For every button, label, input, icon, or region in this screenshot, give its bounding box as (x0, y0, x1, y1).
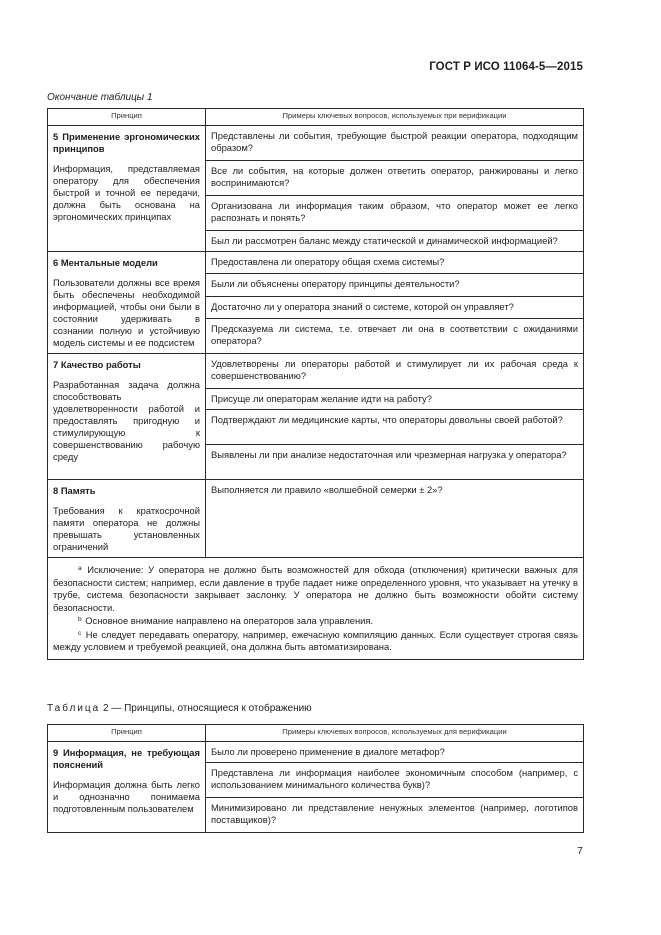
question-cell: Подтверждают ли медицинские карты, что операторы довольны своей работой? (206, 410, 584, 445)
principle-description: Разработанная задача должна способствовать удовлетворенности работой и предоставлять пригодную и стимулирующую к совершенствованию рабочую среду (53, 379, 200, 462)
question-cell: Выявлены ли при анализе недостаточная или чрезмерная нагрузка у оператора? (206, 445, 584, 480)
principle-title: 7 Качество работы (53, 359, 141, 370)
principle-title: 8 Память (53, 485, 96, 496)
footnote-text: Основное внимание направлено на операторов зала управления. (85, 615, 374, 626)
table-header-row (48, 725, 584, 742)
principle-description: Информация, представляемая оператору для обеспечения быстрой и точной ее передачи, должна быть основана на эргономических принципах (53, 163, 200, 222)
principle-title: 5 Применение эргономических принципов (53, 131, 200, 154)
question-cell: Представлены ли события, требующие быстрой реакции оператора, подходящим образом? (206, 126, 584, 161)
principle-cell (48, 354, 206, 480)
principle-cell (48, 252, 206, 354)
principle-title: 6 Ментальные модели (53, 257, 158, 268)
question-cell: Присуще ли операторам желание идти на работу? (206, 389, 584, 410)
footnote-text: Исключение: У оператора не должно быть возможностей для обхода (отключения) критически важных для безопасности систем; например, если давление в трубе падает ниже определенного уровня, что указывает на утечку в трубе, система безопасности закрывает заслонку. У оператора не должно быть возможности обойти систему безопасности. (53, 564, 578, 613)
principle-description: Требования к краткосрочной памяти оператора не должны превышать установленных ограничений (53, 505, 200, 552)
principles-table-2 (47, 724, 584, 833)
question-cell: Предсказуема ли система, т.е. отвечает ли она в соответствии с ожиданиями оператора? (206, 319, 584, 354)
principle-description: Информация должна быть легко и однозначно понимаема подготовленным пользователем (53, 779, 200, 814)
table2-caption-number: 2 (103, 703, 109, 714)
table2-caption-title: — Принципы, относящиеся к отображению (111, 703, 312, 714)
principles-table-1 (47, 108, 584, 660)
footnote (53, 614, 578, 628)
question-cell: Были ли объяснены оператору принципы деятельности? (206, 274, 584, 296)
footnote-mark: a (78, 565, 82, 572)
question-cell: Достаточно ли у оператора знаний о системе, которой он управляет? (206, 296, 584, 318)
column-header-principle: Принцип (48, 109, 206, 126)
document-standard-header: ГОСТ Р ИСО 11064-5—2015 (429, 61, 583, 73)
table-row (48, 354, 584, 389)
table-row (48, 480, 584, 558)
question-cell: Представлена ли информация наиболее экономичным способом (например, с использованием минимального количества букв)? (206, 763, 584, 798)
question-cell: Выполняется ли правило «волшебной семерки ± 2»? (206, 480, 584, 558)
column-header-questions: Примеры ключевых вопросов, используемых для верификации (206, 725, 584, 742)
principle-title: 9 Информация, не требующая пояснений (53, 747, 200, 770)
table-row (48, 742, 584, 763)
table-row (48, 252, 584, 274)
question-cell: Было ли проверено применение в диалоге метафор? (206, 742, 584, 763)
question-cell: Организована ли информация таким образом, что оператор может ее легко распознать и понять? (206, 196, 584, 231)
footnote-text: Не следует передавать оператору, например, ежечасную компиляцию данных. Если существует строгая связь между условием и требуемой реакцией, она должна быть автоматизирована. (53, 628, 578, 652)
table-row (48, 126, 584, 161)
table2-caption (47, 703, 312, 714)
footnote (53, 628, 578, 654)
footnote-mark: b (78, 616, 82, 623)
principle-cell (48, 126, 206, 252)
column-header-principle: Принцип (48, 725, 206, 742)
table-header-row (48, 109, 584, 126)
question-cell: Удовлетворены ли операторы работой и стимулирует ли их рабочая среда к совершенствованию? (206, 354, 584, 389)
footnote (53, 563, 578, 614)
footnote-mark: c (78, 629, 82, 637)
table-notes-row (48, 558, 584, 660)
question-cell: Был ли рассмотрен баланс между статической и динамической информацией? (206, 231, 584, 252)
column-header-questions: Примеры ключевых вопросов, используемых при верификации (206, 109, 584, 126)
table1-caption: Окончание таблицы 1 (47, 92, 153, 103)
question-cell: Все ли события, на которые должен ответить оператор, ранжированы и легко воспринимаются? (206, 161, 584, 196)
principle-cell (48, 742, 206, 833)
page-number: 7 (577, 845, 583, 857)
question-cell: Минимизировано ли представление ненужных элементов (например, логотипов поставщиков)? (206, 798, 584, 833)
table-notes (48, 558, 584, 660)
question-cell: Предоставлена ли оператору общая схема системы? (206, 252, 584, 274)
table2-caption-prefix: Таблица (47, 703, 101, 714)
principle-description: Пользователи должны все время быть обеспечены необходимой информацией, чтобы они были в состоянии удерживать в сознании полную и устойчивую модель системы и ее подсистем (53, 277, 200, 348)
principle-cell (48, 480, 206, 558)
